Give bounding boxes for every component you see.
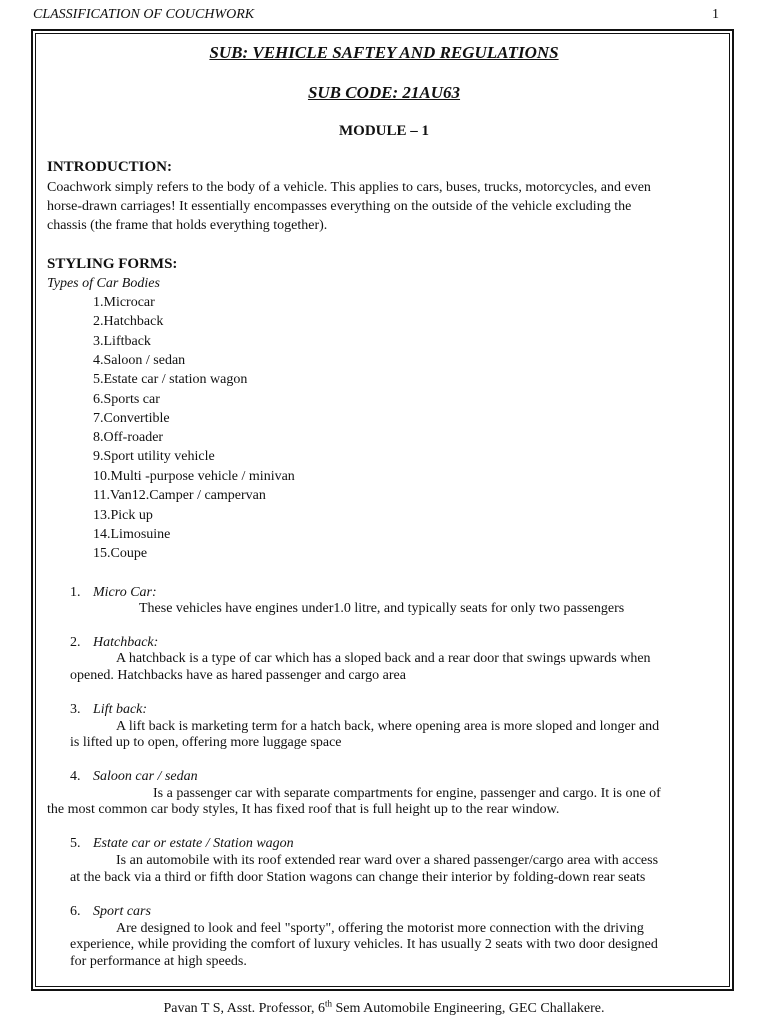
module-heading: MODULE – 1 (339, 123, 429, 139)
body-type-item: 10.Multi -purpose vehicle / minivan (93, 469, 295, 484)
body-type-item: 9.Sport utility vehicle (93, 449, 215, 464)
section-number: 1. (70, 585, 81, 600)
section-text: for performance at high speeds. (70, 954, 247, 969)
body-type-item: 13.Pick up (93, 508, 153, 523)
intro-heading: INTRODUCTION: (47, 159, 173, 175)
body-type-item: 5.Estate car / station wagon (93, 372, 248, 387)
section-text: Is a passenger car with separate compartments for engine, passenger and cargo. It is one of (153, 786, 661, 801)
body-type-item: 15.Coupe (93, 546, 148, 561)
running-header-title: CLASSIFICATION OF COUCHWORK (33, 7, 255, 22)
section-text: Is an automobile with its roof extended rear ward over a shared passenger/cargo area with access (116, 853, 659, 868)
section-number: 2. (70, 635, 81, 650)
subject-title: SUB: VEHICLE SAFTEY AND REGULATIONS (209, 43, 559, 62)
section-title: Sport cars (93, 904, 151, 919)
footer-dept: Sem Automobile Engineering, GEC Challakere. (331, 1001, 605, 1016)
section-number: 4. (70, 769, 81, 784)
subject-code: SUB CODE: 21AU63 (307, 83, 461, 102)
body-type-item: 2.Hatchback (93, 314, 164, 329)
body-type-item: 3.Liftback (93, 334, 151, 349)
intro-line: horse-drawn carriages! It essentially encompasses everything on the outside of the vehicle excluding the (47, 199, 632, 214)
intro-line: Coachwork simply refers to the body of a vehicle. This applies to cars, buses, trucks, motorcycles, and even (47, 180, 651, 195)
section-number: 3. (70, 702, 81, 717)
footer-author: Pavan T S, Asst. Professor, 6 (163, 1001, 325, 1016)
section-text: the most common car body styles, It has fixed roof that is full height up to the rear window. (47, 802, 560, 817)
body-type-item: 4.Saloon / sedan (93, 353, 186, 368)
body-type-item: 8.Off-roader (93, 430, 164, 445)
section-text: opened. Hatchbacks have as hared passenger and cargo area (70, 668, 406, 683)
page-footer (0, 998, 768, 1017)
section-text: These vehicles have engines under1.0 litre, and typically seats for only two passengers (139, 601, 625, 616)
section-number: 6. (70, 904, 81, 919)
section-title: Lift back: (93, 702, 148, 717)
intro-line: chassis (the frame that holds everything together). (47, 218, 328, 233)
section-text: A lift back is marketing term for a hatch back, where opening area is more sloped and longer and (116, 719, 660, 734)
page-number: 1 (712, 7, 719, 22)
section-text: is lifted up to open, offering more luggage space (70, 735, 342, 750)
body-type-item: 14.Limosuine (93, 527, 171, 542)
styling-heading: STYLING FORMS: (47, 256, 178, 272)
section-title: Hatchback: (93, 635, 159, 650)
footer-sup: th (324, 998, 332, 1009)
section-title: Saloon car / sedan (93, 769, 198, 784)
section-number: 5. (70, 836, 81, 851)
body-type-item: 6.Sports car (93, 392, 160, 407)
body-type-item: 1.Microcar (93, 295, 155, 310)
styling-subheading: Types of Car Bodies (47, 276, 160, 291)
section-title: Micro Car: (93, 585, 157, 600)
section-title: Estate car or estate / Station wagon (93, 836, 294, 851)
section-text: at the back via a third or fifth door Station wagons can change their interior by folding-down rear seats (70, 870, 646, 885)
section-text: A hatchback is a type of car which has a sloped back and a rear door that swings upwards when (116, 651, 651, 666)
section-text: experience, while providing the comfort of luxury vehicles. It has usually 2 seats with two door designed (70, 937, 658, 952)
body-type-item: 11.Van12.Camper / campervan (93, 488, 266, 503)
body-type-item: 7.Convertible (93, 411, 170, 426)
section-text: Are designed to look and feel "sporty", offering the motorist more connection with the driving (116, 921, 644, 936)
